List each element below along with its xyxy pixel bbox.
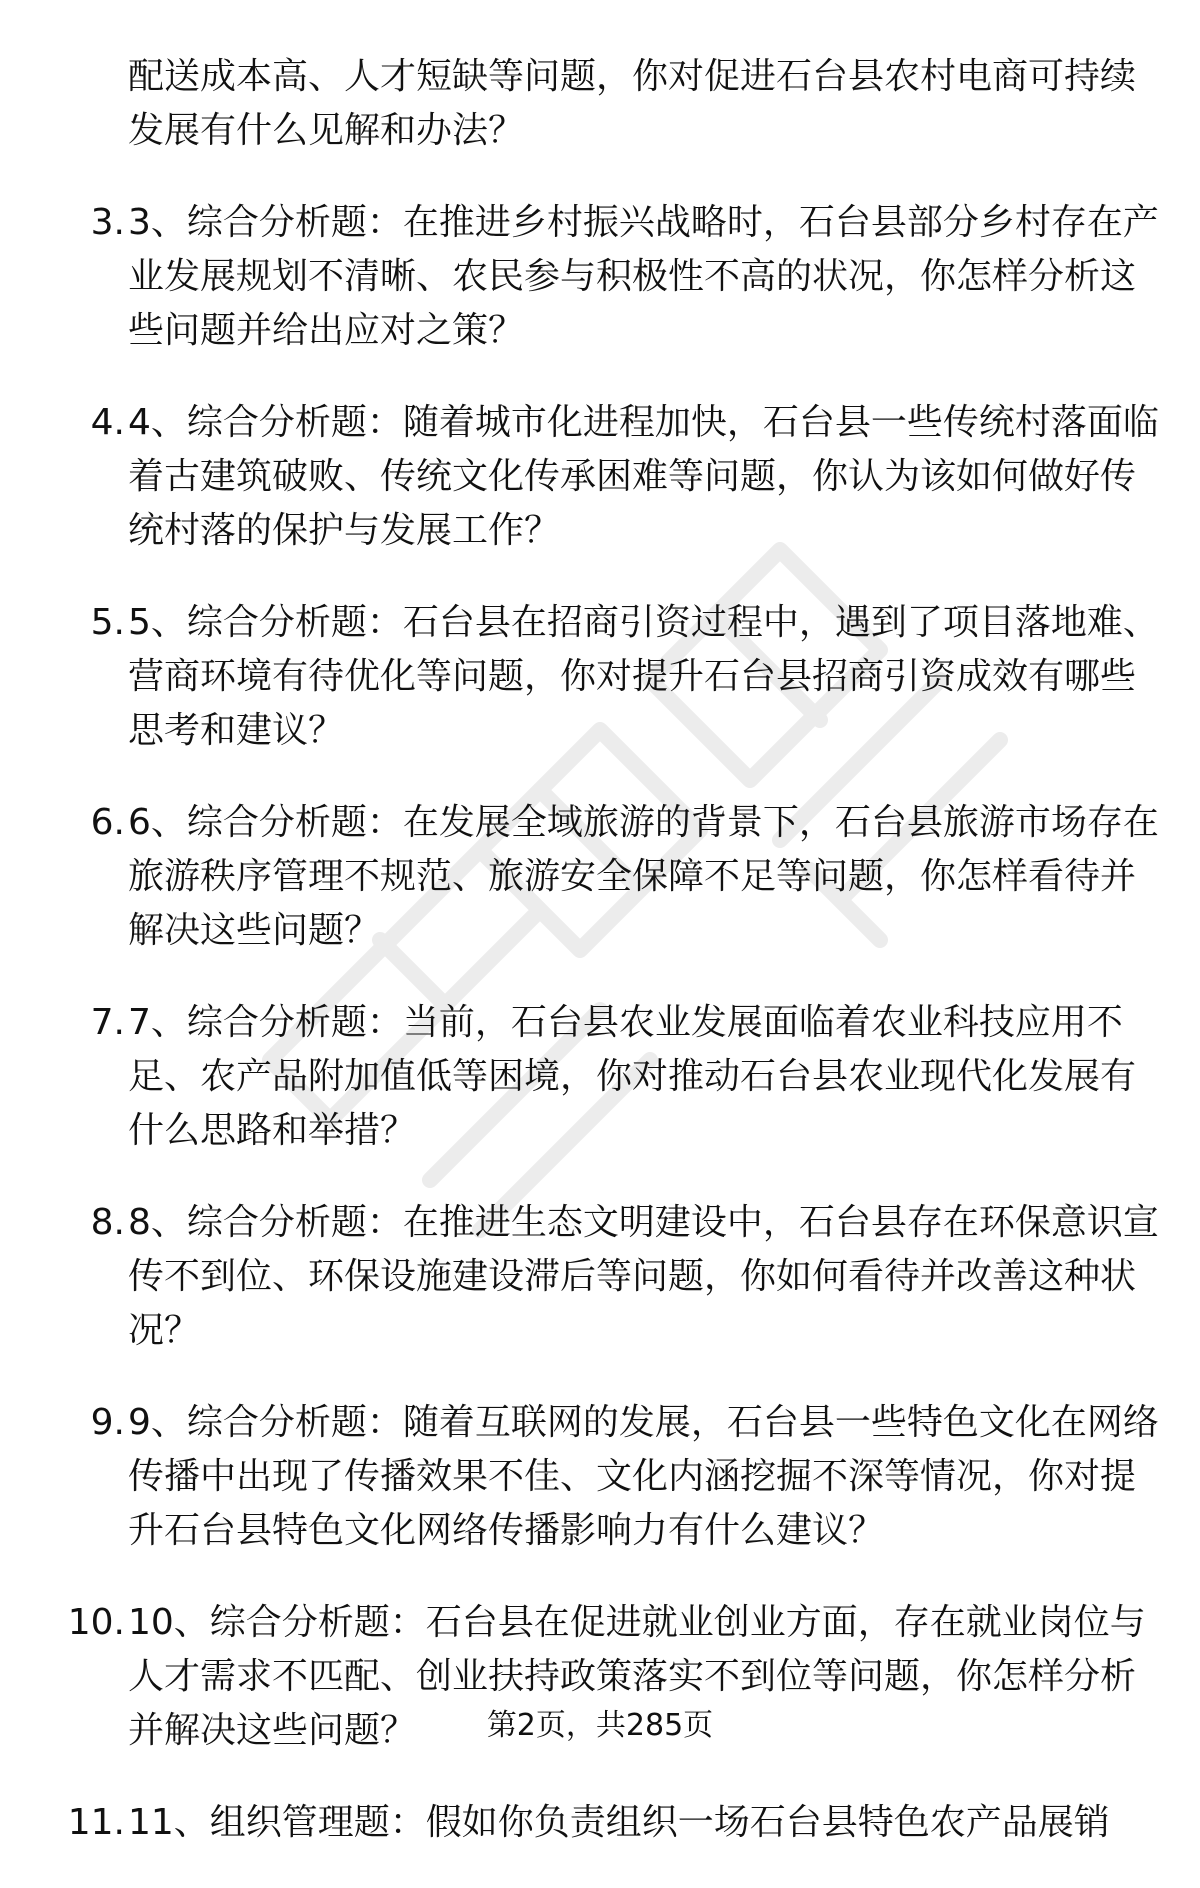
question-number: 10. [67, 1602, 125, 1643]
question-text-line: 营商环境有待优化等问题，你对提升石台县招商引资成效有哪些 [128, 656, 1137, 697]
question-number: 7. [90, 1002, 125, 1043]
text-line: 发展有什么见解和办法？ [128, 110, 525, 151]
question-text-line: 4、综合分析题：随着城市化进程加快，石台县一些传统村落面临 [128, 402, 1159, 443]
question-number: 8. [90, 1202, 125, 1243]
continued-paragraph [0, 50, 1200, 158]
question-text-line: 业发展规划不清晰、农民参与积极性不高的状况，你怎样分析这 [128, 256, 1137, 297]
question-text-line: 人才需求不匹配、创业扶持政策落实不到位等问题，你怎样分析 [128, 1656, 1137, 1697]
question-item [0, 796, 1200, 958]
question-item [0, 596, 1200, 758]
question-text-line: 11、组织管理题：假如你负责组织一场石台县特色农产品展销 [128, 1802, 1110, 1843]
question-text-line: 传不到位、环保设施建设滞后等问题，你如何看待并改善这种状 [128, 1256, 1137, 1297]
question-text-line: 况？ [128, 1310, 201, 1351]
question-item [0, 196, 1200, 358]
question-number: 6. [90, 802, 125, 843]
question-number: 4. [90, 402, 125, 443]
question-text-line: 统村落的保护与发展工作？ [128, 510, 561, 551]
question-text-line: 并解决这些问题？ [128, 1710, 417, 1751]
question-text-line: 6、综合分析题：在发展全域旅游的背景下，石台县旅游市场存在 [128, 802, 1159, 843]
question-text-line: 解决这些问题？ [128, 910, 381, 951]
question-text-line: 足、农产品附加值低等困境，你对推动石台县农业现代化发展有 [128, 1056, 1137, 1097]
question-text-line: 思考和建议？ [128, 710, 345, 751]
question-number: 9. [90, 1402, 125, 1443]
question-number: 11. [67, 1802, 125, 1843]
question-text-line: 传播中出现了传播效果不佳、文化内涵挖掘不深等情况，你对提 [128, 1456, 1137, 1497]
question-text-line: 5、综合分析题：石台县在招商引资过程中，遇到了项目落地难、 [128, 602, 1159, 643]
question-text-line: 10、综合分析题：石台县在促进就业创业方面，存在就业岗位与 [128, 1602, 1146, 1643]
question-text-line: 什么思路和举措？ [128, 1110, 417, 1151]
question-item [0, 1396, 1200, 1558]
question-text-line: 9、综合分析题：随着互联网的发展，石台县一些特色文化在网络 [128, 1402, 1159, 1443]
question-number: 5. [90, 602, 125, 643]
question-text-line: 些问题并给出应对之策？ [128, 310, 525, 351]
document-body [0, 50, 1200, 1888]
page-footer: 第2页，共285页 [486, 1708, 714, 1743]
question-text-line: 着古建筑破败、传统文化传承困难等问题，你认为该如何做好传 [128, 456, 1137, 497]
question-item [0, 1796, 1200, 1850]
question-number: 3. [90, 202, 125, 243]
question-text-line: 7、综合分析题：当前，石台县农业发展面临着农业科技应用不 [128, 1002, 1123, 1043]
question-item [0, 396, 1200, 558]
question-item [0, 1196, 1200, 1358]
question-text-line: 升石台县特色文化网络传播影响力有什么建议？ [128, 1510, 885, 1551]
text-line: 配送成本高、人才短缺等问题，你对促进石台县农村电商可持续 [128, 56, 1137, 97]
question-text-line: 旅游秩序管理不规范、旅游安全保障不足等问题，你怎样看待并 [128, 856, 1137, 897]
question-text-line: 8、综合分析题：在推进生态文明建设中，石台县存在环保意识宣 [128, 1202, 1159, 1243]
question-text-line: 3、综合分析题：在推进乡村振兴战略时，石台县部分乡村存在产 [128, 202, 1159, 243]
question-item [0, 996, 1200, 1158]
